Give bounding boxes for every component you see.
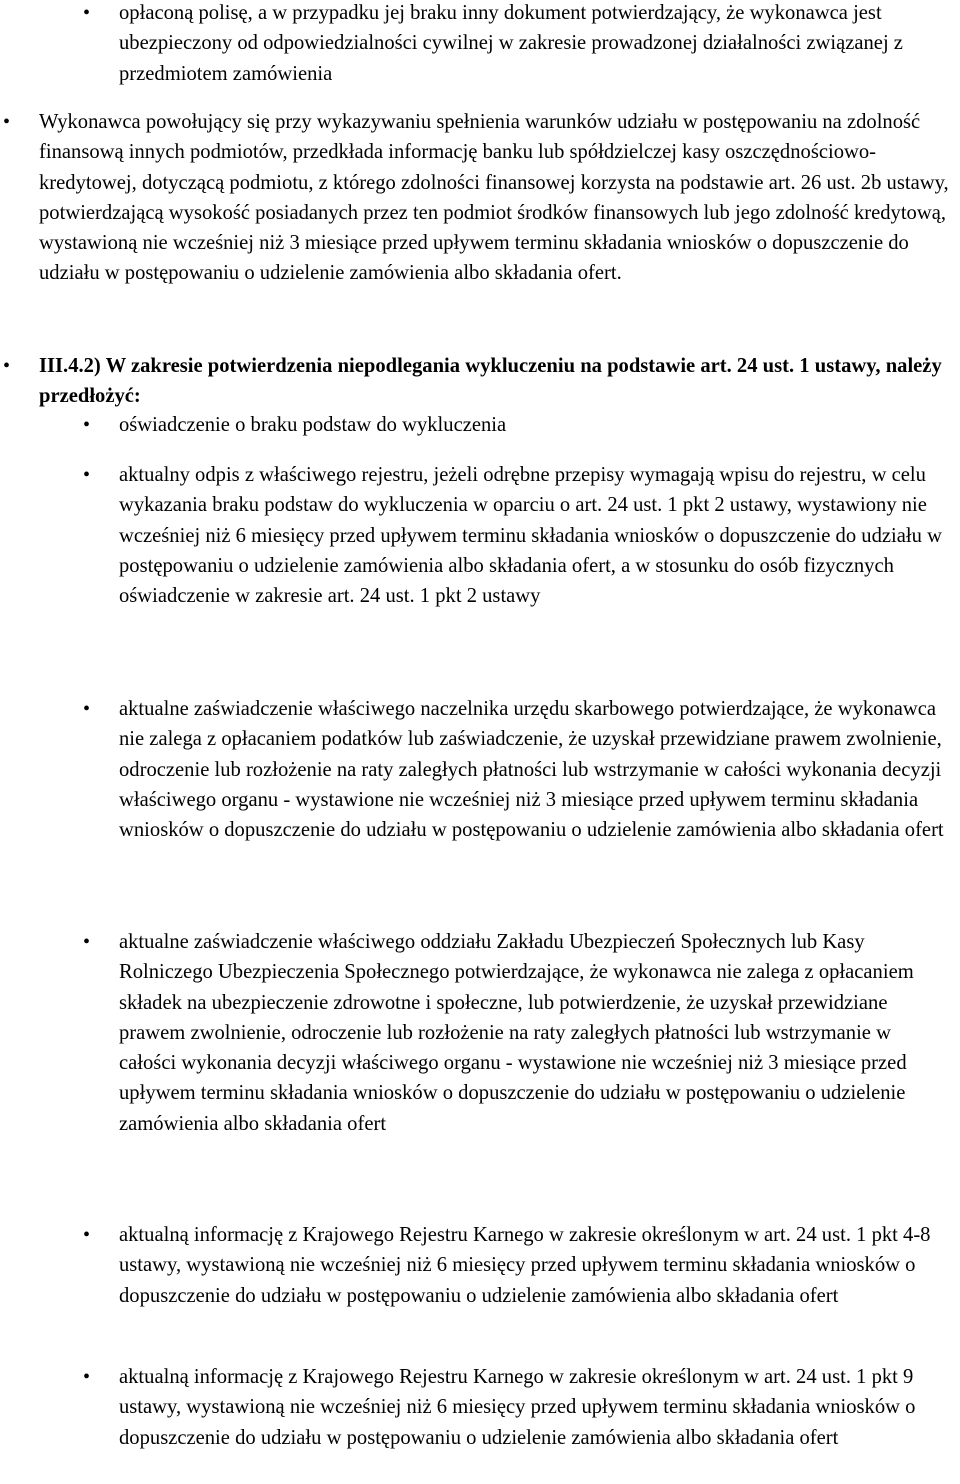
list-item-text: aktualne zaświadczenie właściwego naczelnika urzędu skarbowego potwierdzające, że wykonawca nie zalega z opłacaniem podatków lub zaświadczenie, że uzyskał przewidziane prawem zwolnienie, odroczenie lub rozłożenie na raty zaległych płatności lub wstrzymanie w całości wykonania decyzji właściwego organu - wystawione nie wcześniej niż 3 miesiące przed upływem terminu składania wniosków o dopuszczenie do udziału w postępowaniu o udzielenie zamówienia albo składania ofert [119,698,944,842]
list-item [0,0,960,92]
bullet-icon: • [83,2,91,24]
list-item-text: oświadczenie o braku podstaw do wykluczenia [119,414,507,436]
bullet-icon: • [83,698,91,720]
list-item-text: opłaconą polisę, a w przypadku jej braku inny dokument potwierdzający, że wykonawca jest ubezpieczony od odpowiedzialności cywilnej w zakresie prowadzonej działalności związanej z przedmiotem zamówienia [119,2,903,85]
list-item-text: aktualną informację z Krajowego Rejestru Karnego w zakresie określonym w art. 24 ust. 1 pkt 9 ustawy, wystawioną nie wcześniej niż 6 miesięcy przed upływem terminu składania wniosków o dopuszczenie do udziału w postępowaniu o udzielenie zamówienia albo składania ofert [119,1366,916,1449]
bullet-icon: • [83,1224,91,1246]
list-item-text: Wykonawca powołujący się przy wykazywaniu spełnienia warunków udziału w postępowaniu na zdolność finansową innych podmiotów, przedkłada informację banku lub spółdzielczej kasy oszczędnościowo-kredytowej, dotyczącą podmiotu, z którego zdolności finansowej korzysta na podstawie art. 26 ust. 2b ustawy, potwierdzającą wysokość posiadanych przez ten podmiot środków finansowych lub jego zdolność kredytową, wystawioną nie wcześniej niż 3 miesiące przed upływem terminu składania wniosków o dopuszczenie do udziału w postępowaniu o udzielenie zamówienia albo składania ofert. [39,111,949,285]
bullet-icon: • [83,1366,91,1388]
list-item-text: aktualną informację z Krajowego Rejestru Karnego w zakresie określonym w art. 24 ust. 1 pkt 4-8 ustawy, wystawioną nie wcześniej niż 6 miesięcy przed upływem terminu składania wniosków o dopuszczenie do udziału w postępowaniu o udzielenie zamówienia albo składania ofert [119,1224,931,1307]
bullet-icon: • [83,464,91,486]
bullet-icon: • [83,414,91,436]
bullet-icon: • [83,931,91,953]
bullet-icon: • [3,355,11,377]
list-item-text: aktualne zaświadczenie właściwego oddziału Zakładu Ubezpieczeń Społecznych lub Kasy Rolniczego Ubezpieczenia Społecznego potwierdzające, że wykonawca nie zalega z opłacaniem składek na ubezpieczenie zdrowotne i społeczne, lub potwierdzenie, że uzyskał przewidziane prawem zwolnienie, odroczenie lub rozłożenie na raty zaległych płatności lub wstrzymanie w całości wykonania decyzji właściwego organu - wystawione nie wcześniej niż 3 miesiące przed upływem terminu składania wniosków o dopuszczenie do udziału w postępowaniu o udzielenie zamówienia albo składania ofert [119,931,914,1135]
bullet-icon: • [3,111,11,133]
list-item-text: aktualny odpis z właściwego rejestru, jeżeli odrębne przepisy wymagają wpisu do rejestru, w celu wykazania braku podstaw do wykluczenia w oparciu o art. 24 ust. 1 pkt 2 ustawy, wystawiony nie wcześniej niż 6 miesięcy przed upływem terminu składania wniosków o dopuszczenie do udziału w postępowaniu o udzielenie zamówienia albo składania ofert, a w stosunku do osób fizycznych oświadczenie w zakresie art. 24 ust. 1 pkt 2 ustawy [119,464,942,608]
section-heading: III.4.2) W zakresie potwierdzenia niepodlegania wykluczeniu na podstawie art. 24 ust. 1 ustawy, należy przedłożyć: [39,355,942,408]
